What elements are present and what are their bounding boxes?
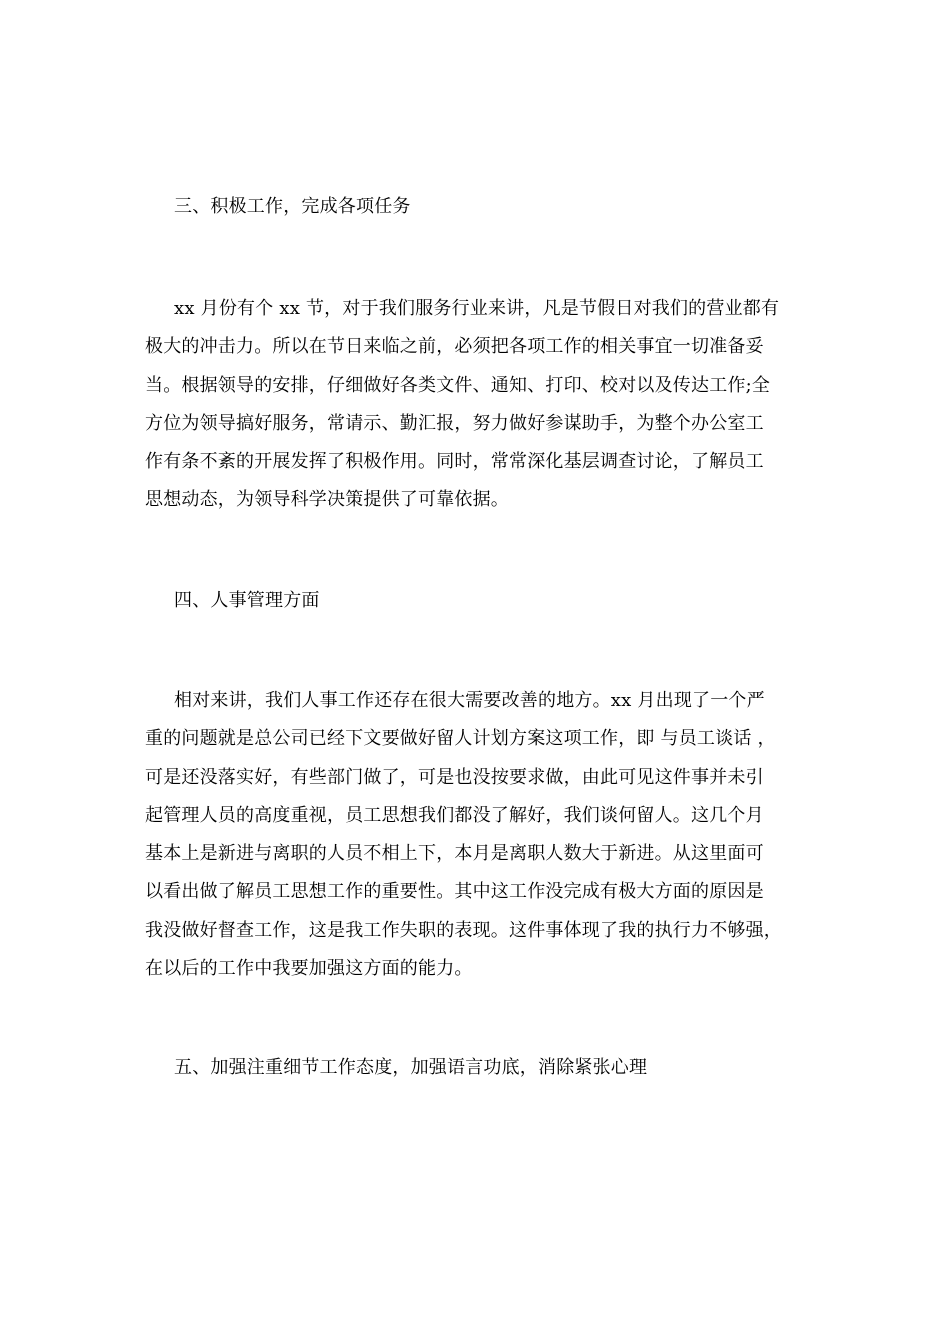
paragraph-line: 极大的冲击力。所以在节日来临之前，必须把各项工作的相关事宜一切准备妥 bbox=[145, 336, 764, 358]
paragraph-line: 起管理人员的高度重视，员工思想我们都没了解好，我们谈何留人。这几个月 bbox=[145, 804, 764, 826]
paragraph-line: 可是还没落实好，有些部门做了，可是也没按要求做，由此可见这件事并未引 bbox=[145, 766, 764, 788]
section-heading-3: 三、积极工作，完成各项任务 bbox=[174, 196, 411, 217]
paragraph-line: 思想动态，为领导科学决策提供了可靠依据。 bbox=[145, 489, 509, 511]
paragraph-line: 方位为领导搞好服务，常请示、勤汇报，努力做好参谋助手，为整个办公室工 bbox=[145, 412, 764, 434]
paragraph-line: 当。根据领导的安排，仔细做好各类文件、通知、打印、校对以及传达工作;全 bbox=[145, 374, 771, 396]
section-paragraph-3 bbox=[145, 290, 810, 520]
paragraph-line: 基本上是新进与离职的人员不相上下，本月是离职人数大于新进。从这里面可 bbox=[145, 843, 764, 865]
paragraph-line: 作有条不紊的开展发挥了积极作用。同时，常常深化基层调查讨论，了解员工 bbox=[145, 451, 764, 473]
paragraph-line: 重的问题就是总公司已经下文要做好留人计划方案这项工作，即 与员工谈话 ， bbox=[145, 728, 776, 750]
paragraph-line: xx 月份有个 xx 节，对于我们服务行业来讲，凡是节假日对我们的营业都有 bbox=[174, 298, 780, 319]
paragraph-line: 在以后的工作中我要加强这方面的能力。 bbox=[145, 958, 473, 980]
section-paragraph-4 bbox=[145, 682, 810, 988]
paragraph-line: 相对来讲，我们人事工作还存在很大需要改善的地方。xx 月出现了一个严 bbox=[174, 690, 765, 711]
section-heading-4: 四、人事管理方面 bbox=[174, 590, 320, 611]
paragraph-line: 我没做好督查工作，这是我工作失职的表现。这件事体现了我的执行力不够强， bbox=[145, 919, 782, 941]
paragraph-line: 以看出做了解员工思想工作的重要性。其中这工作没完成有极大方面的原因是 bbox=[145, 881, 764, 903]
section-heading-5: 五、加强注重细节工作态度，加强语言功底，消除紧张心理 bbox=[174, 1057, 648, 1078]
